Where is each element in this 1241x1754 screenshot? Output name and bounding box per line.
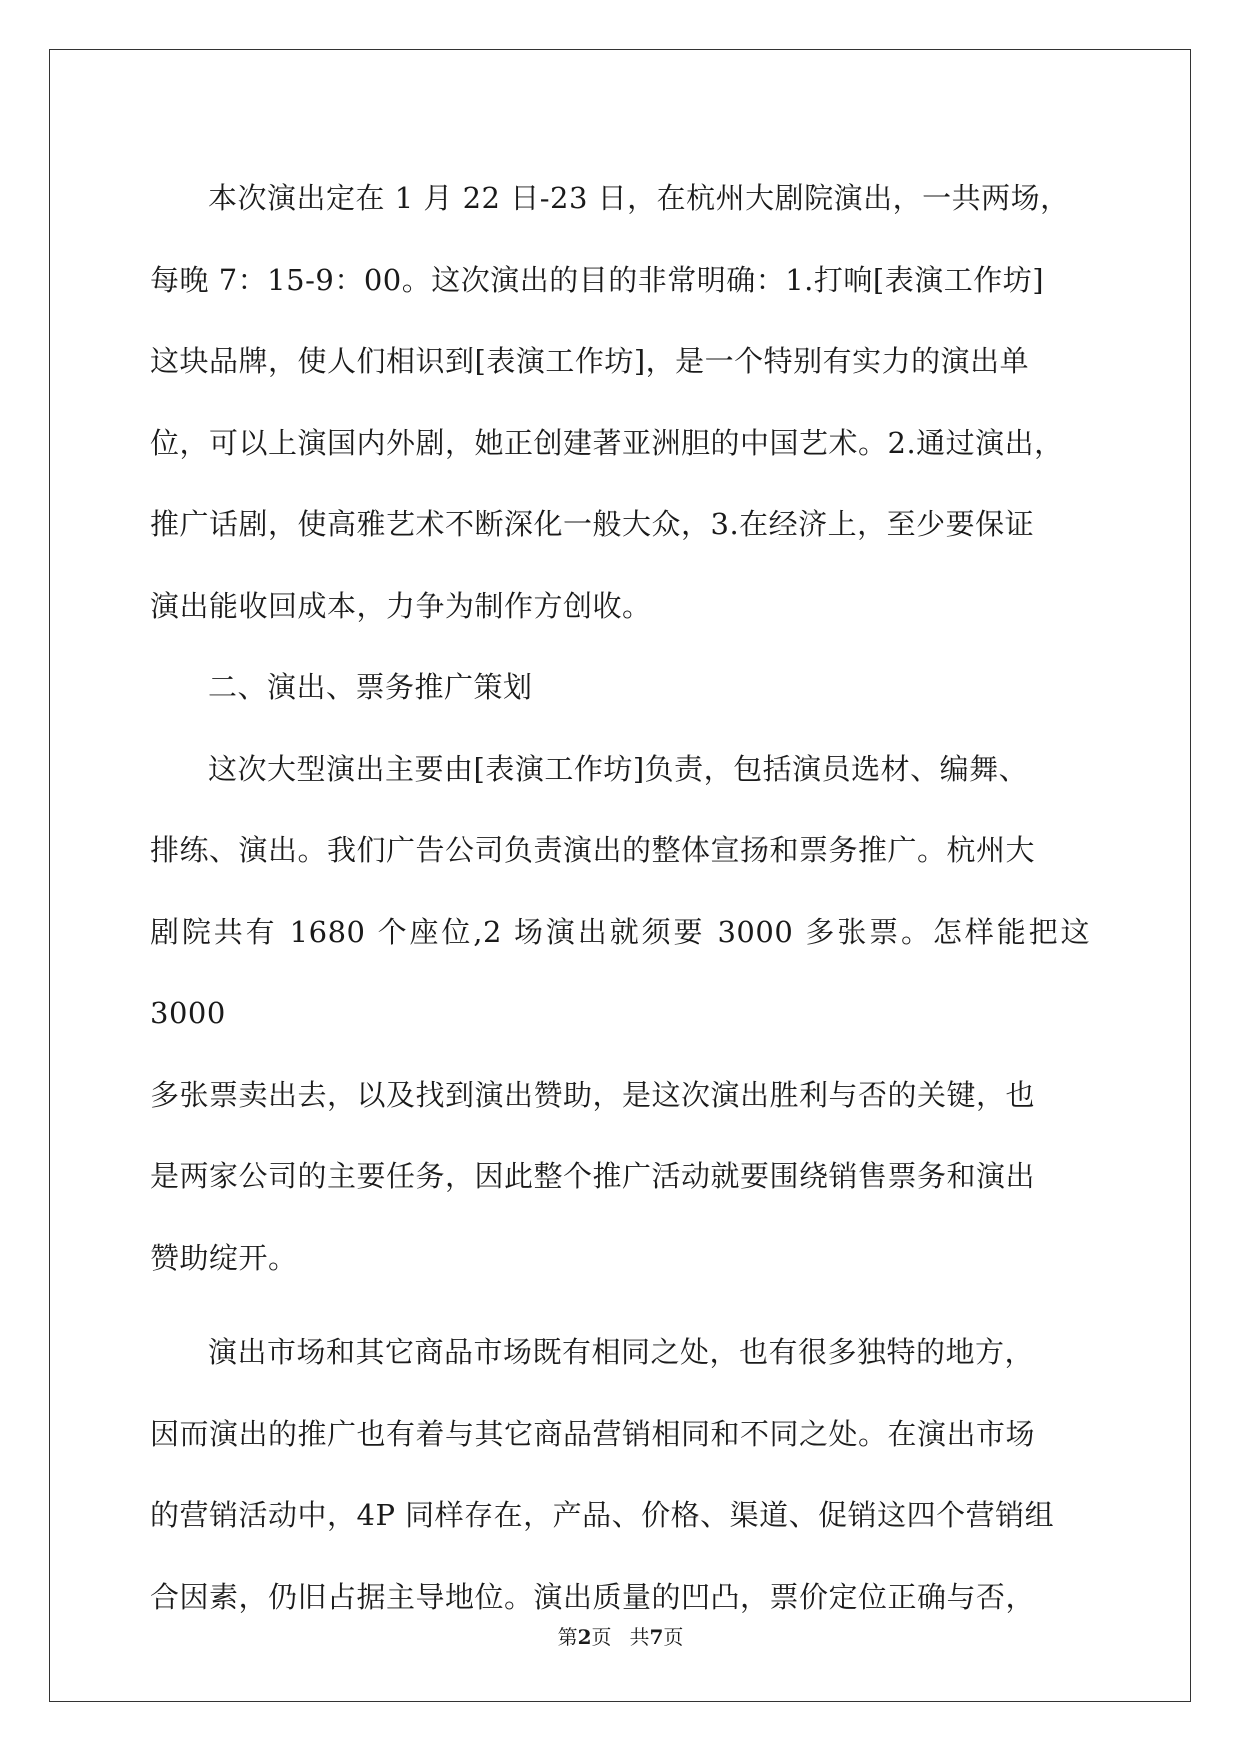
text-line: 这次大型演出主要由[表演工作坊]负责，包括演员选材、编舞、	[208, 751, 1029, 786]
text-line: 排练、演出。我们广告公司负责演出的整体宣扬和票务推广。杭州大	[150, 833, 1036, 867]
paragraph-3	[150, 729, 1090, 1300]
text-line: 演出能收回成本，力争为制作方创收。	[150, 588, 652, 623]
paragraph-4	[150, 1312, 1090, 1638]
total-suffix: 页	[663, 1625, 684, 1649]
total-prefix: 共	[629, 1625, 650, 1649]
total-page-count: 7	[649, 1625, 664, 1649]
text-line: 演出市场和其它商品市场既有相同之处，也有很多独特的地方，	[208, 1335, 1035, 1369]
page-suffix: 页	[591, 1625, 612, 1649]
page-prefix: 第	[557, 1625, 578, 1649]
text-line: 这块品牌，使人们相识到[表演工作坊]，是一个特别有实力的演出单	[150, 344, 1030, 378]
text-line: 本次演出定在 1 月 22 日-23 日，在杭州大剧院演出，一共两场，	[208, 181, 1070, 215]
paragraph-gap	[150, 1299, 1090, 1312]
text-line: 每晚 7：15-9：00。这次演出的目的非常明确：1.打响[表演工作坊]	[150, 262, 1045, 297]
text-line: 赞助绽开。	[150, 1240, 298, 1275]
page-footer	[0, 1621, 1241, 1650]
text-line: 合因素，仍旧占据主导地位。演出质量的凹凸，票价定位正确与否，	[150, 1579, 1036, 1614]
text-line: 剧院共有 1680 个座位,2 场演出就须要 3000 多张票。怎样能把这 3000	[150, 914, 1090, 1030]
current-page-number: 2	[577, 1625, 592, 1649]
document-body	[150, 158, 1090, 1638]
paragraph-1	[150, 158, 1090, 647]
text-line: 位，可以上演国内外剧，她正创建著亚洲胆的中国艺术。2.通过演出，	[150, 425, 1064, 460]
text-line: 因而演出的推广也有着与其它商品营销相同和不同之处。在演出市场	[150, 1416, 1036, 1451]
text-line: 多张票卖出去，以及找到演出赞助，是这次演出胜利与否的关键，也	[150, 1077, 1036, 1112]
text-line: 的营销活动中，4P 同样存在，产品、价格、渠道、促销这四个营销组	[150, 1498, 1055, 1532]
section-heading	[150, 647, 1090, 729]
text-line: 是两家公司的主要任务，因此整个推广活动就要围绕销售票务和演出	[150, 1159, 1036, 1193]
text-line: 推广话剧，使高雅艺术不断深化一般大众，3.在经济上，至少要保证	[150, 507, 1035, 541]
heading-text: 二、演出、票务推广策划	[208, 670, 533, 704]
